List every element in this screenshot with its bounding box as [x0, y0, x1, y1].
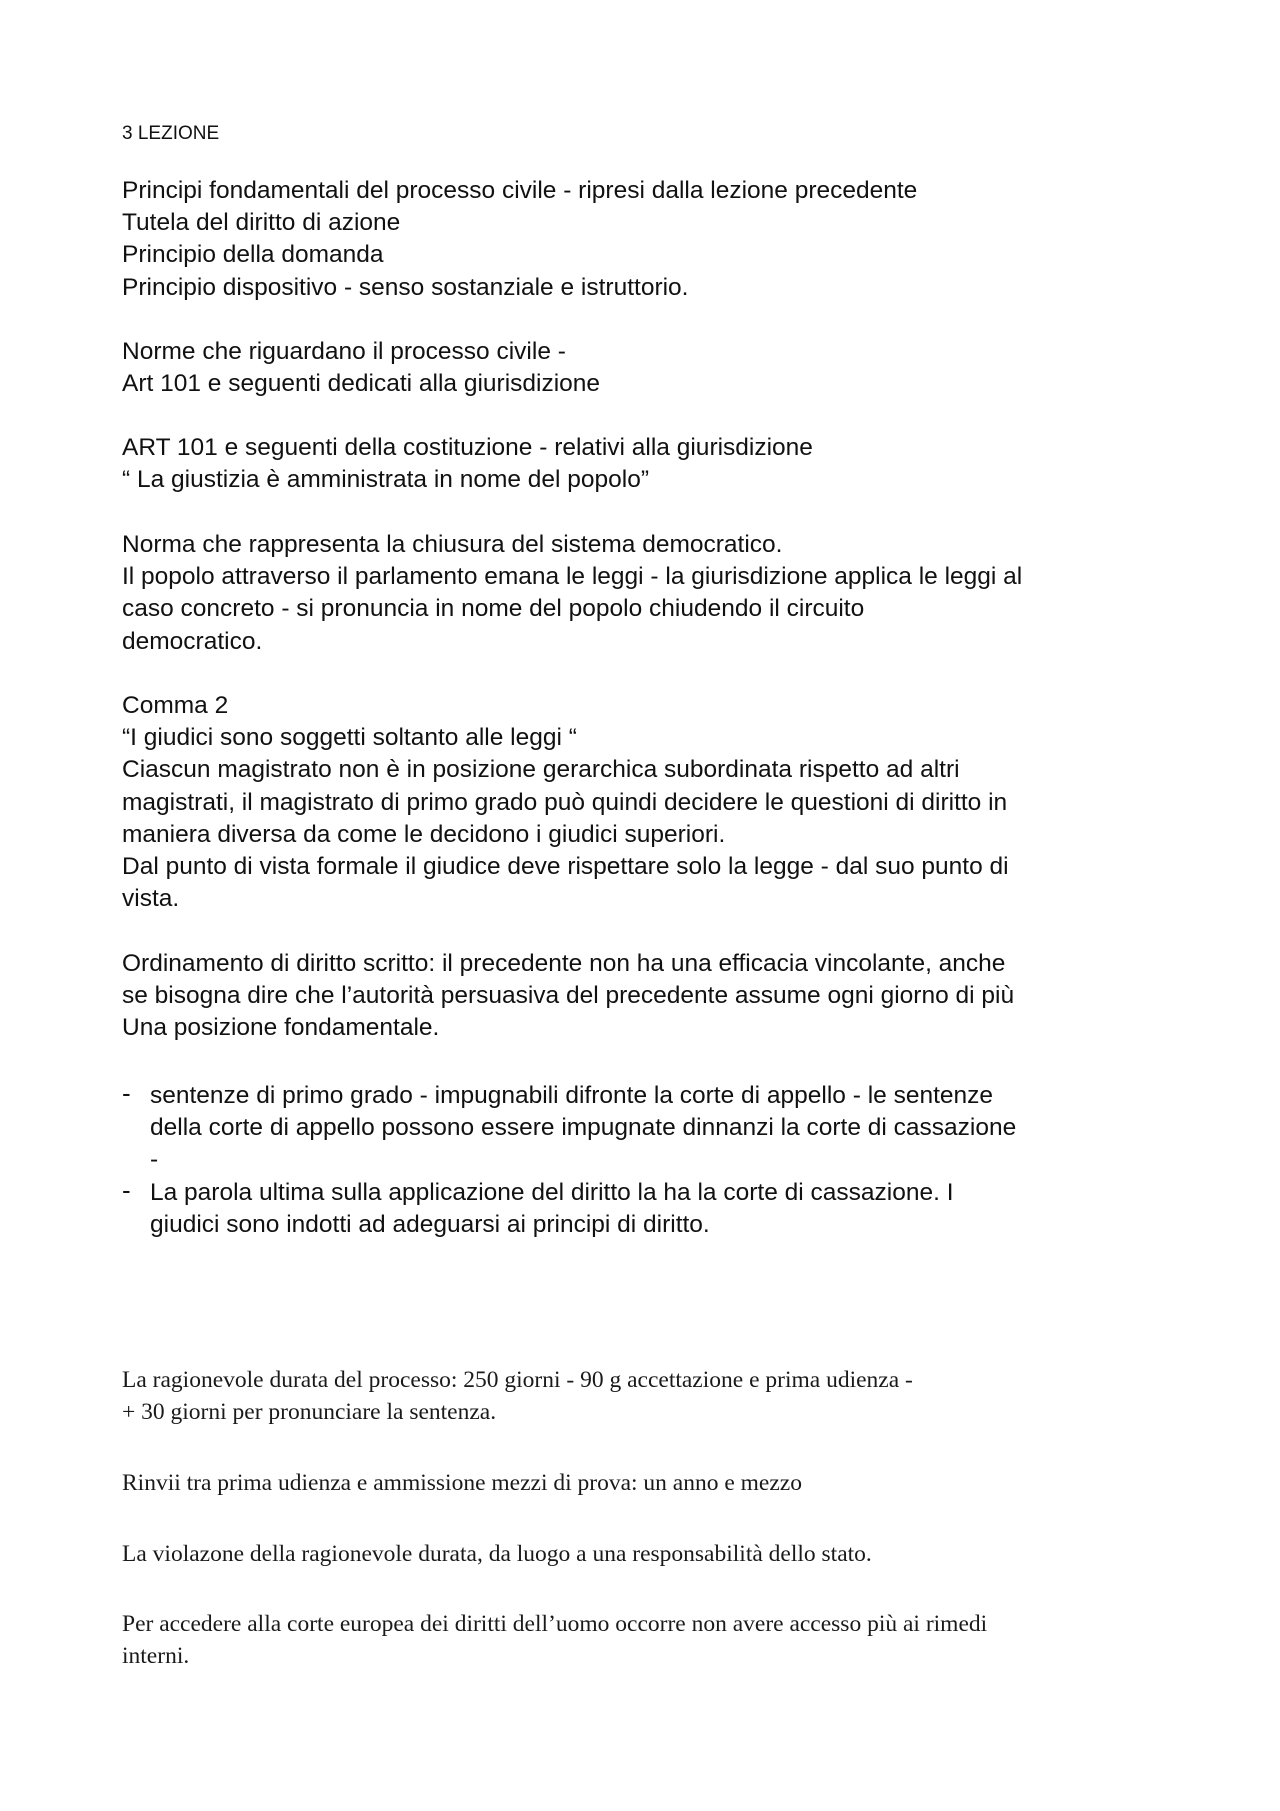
text-line: La violazone della ragionevole durata, da luogo a una responsabilità dello stato. [122, 1541, 872, 1567]
note-european-court [122, 1608, 1182, 1672]
text-line: Norma che rappresenta la chiusura del sistema democratico. [122, 531, 783, 558]
text-line: Il popolo attraverso il parlamento emana le leggi - la giurisdizione applica le leggi al [122, 563, 1023, 591]
text-line: Per accedere alla corte europea dei diritti dell’uomo occorre non avere accesso più ai rimedi [122, 1611, 988, 1637]
text-line: democratico. [122, 627, 263, 655]
text-line: Ordinamento di diritto scritto: il precedente non ha una efficacia vincolante, anche [122, 950, 1006, 977]
bullet-marker: - [122, 1174, 131, 1205]
bullet-list [122, 1080, 1182, 1241]
text-line: Ciascun magistrato non è in posizione gerarchica subordinata rispetto ad altri [122, 756, 960, 784]
text-line: Tutela del diritto di azione [122, 209, 401, 237]
text-line: Dal punto di vista formale il giudice deve rispettare solo la legge - dal suo punto di [122, 853, 1009, 881]
text-line: giudici sono indotti ad adeguarsi ai principi di diritto. [150, 1210, 710, 1238]
text-line: Principio della domanda [122, 241, 384, 269]
text-line: “I giudici sono soggetti soltanto alle leggi “ [122, 724, 577, 752]
text-line: Principio dispositivo - senso sostanziale e istruttorio. [122, 273, 689, 301]
section-norms [122, 336, 1182, 400]
section-comma-2 [122, 690, 1182, 915]
text-line: Art 101 e seguenti dedicati alla giurisdizione [122, 370, 601, 398]
text-line: magistrati, il magistrato di primo grado può quindi decidere le questioni di diritto in [122, 788, 1008, 816]
text-line: + 30 giorni per pronunciare la sentenza. [122, 1399, 497, 1425]
bullet-marker: - [122, 1078, 131, 1108]
note-duration [122, 1364, 1182, 1428]
lesson-header: 3 LEZIONE [122, 123, 220, 144]
text-line: maniera diversa da come le decidono i giudici superiori. [122, 820, 726, 848]
text-line: Comma 2 [122, 692, 229, 719]
text-line: Norme che riguardano il processo civile - [122, 338, 566, 365]
text-line: “ La giustizia è amministrata in nome del popolo” [122, 466, 650, 494]
text-line: La parola ultima sulla applicazione del diritto la ha la corte di cassazione. I [150, 1178, 954, 1206]
text-line: vista. [122, 885, 180, 913]
text-line: interni. [122, 1643, 190, 1669]
list-item [122, 1174, 1182, 1241]
section-written-law [122, 948, 1182, 1045]
note-violation [122, 1538, 1182, 1570]
section-principles [122, 175, 1182, 304]
text-line: La ragionevole durata del processo: 250 giorni - 90 g accettazione e prima udienza - [122, 1367, 913, 1393]
text-line: - [150, 1146, 159, 1174]
text-line: Rinvii tra prima udienza e ammissione mezzi di prova: un anno e mezzo [122, 1470, 802, 1496]
list-item [122, 1080, 1182, 1177]
text-line: se bisogna dire che l’autorità persuasiva del precedente assume ogni giorno di più [122, 982, 1015, 1010]
section-art-101 [122, 432, 1182, 496]
text-line: Principi fondamentali del processo civile - ripresi dalla lezione precedente [122, 177, 918, 204]
section-democratic-system [122, 529, 1182, 658]
text-line: caso concreto - si pronuncia in nome del popolo chiudendo il circuito [122, 595, 865, 623]
note-adjournments [122, 1467, 1182, 1499]
text-line: della corte di appello possono essere impugnate dinnanzi la corte di cassazione [150, 1114, 1017, 1142]
text-line: Una posizione fondamentale. [122, 1014, 440, 1042]
text-line: ART 101 e seguenti della costituzione - relativi alla giurisdizione [122, 434, 813, 461]
text-line: sentenze di primo grado - impugnabili difronte la corte di appello - le sentenze [150, 1082, 994, 1109]
